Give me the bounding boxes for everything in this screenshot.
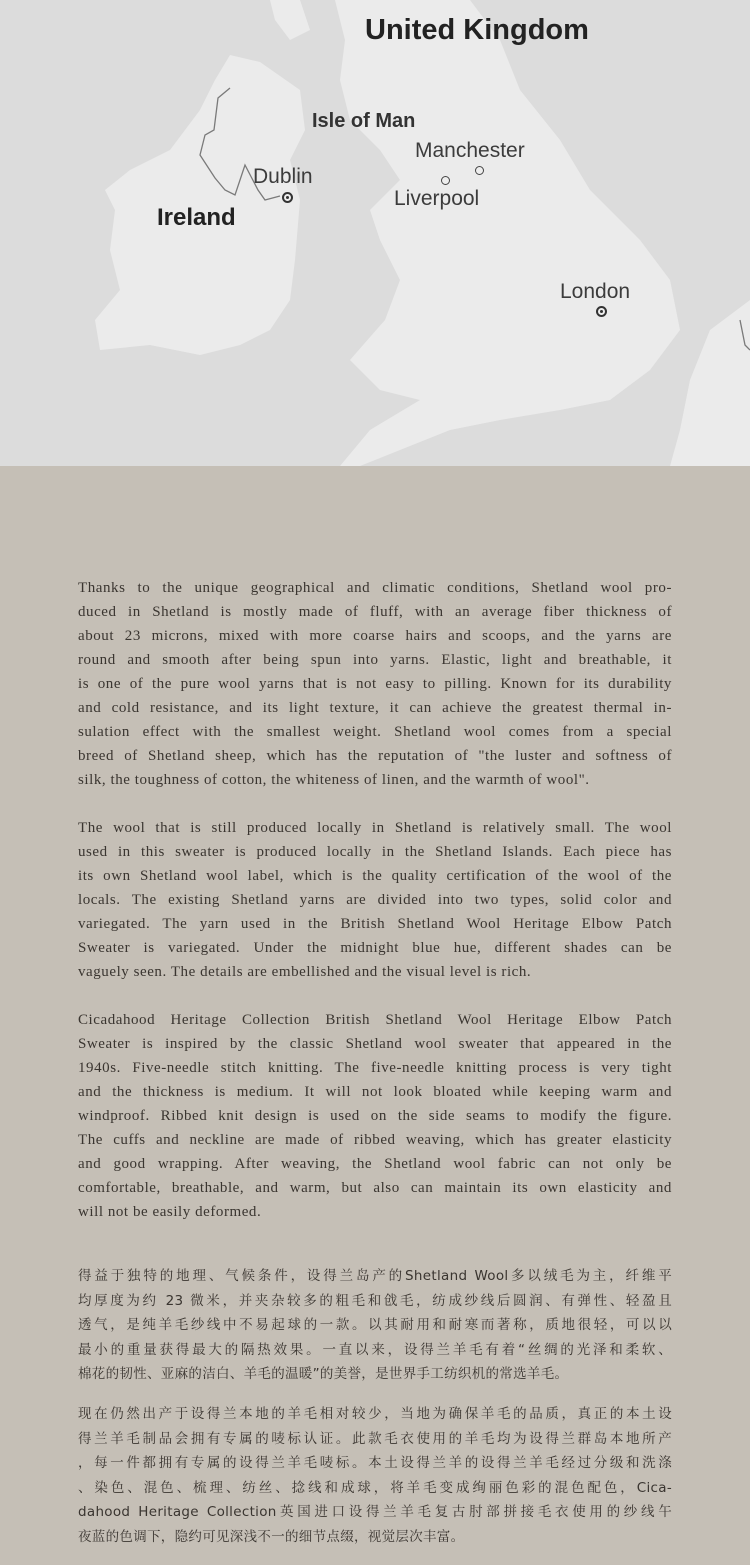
paragraph-line: The wool that is still produced locally in Shetland is relatively small. The wool — [78, 820, 672, 836]
map-label-ireland: Ireland — [157, 204, 236, 231]
paragraph-line: duced in Shetland is mostly made of fluff, with an average fiber thickness of — [78, 604, 672, 620]
manchester-marker-icon — [475, 166, 484, 175]
paragraph-line: Sweater is variegated. Under the midnight blue hue, different shades can be — [78, 940, 672, 956]
map-label-isle-of-man: Isle of Man — [312, 110, 416, 132]
paragraph-line: 得益于独特的地理、气候条件，设得兰岛产的Shetland Wool多以绒毛为主，纤维平 — [78, 1268, 672, 1284]
english-paragraph — [78, 816, 672, 984]
map-label-london: London — [560, 280, 631, 303]
great-britain-landmass — [335, 0, 680, 466]
paragraph-line: The cuffs and neckline are made of ribbed weaving, which has greater elasticity — [78, 1132, 672, 1148]
paragraph-line: will not be easily deformed. — [78, 1204, 262, 1220]
paragraph-line: 透气，是纯羊毛纱线中不易起球的一款。以其耐用和耐寒而著称，质地很轻，可以以 — [78, 1317, 672, 1334]
chinese-paragraph — [78, 1264, 672, 1387]
paragraph-line: variegated. The yarn used in the British Shetland Wool Heritage Elbow Patch — [78, 916, 672, 932]
paragraph-line: is one of the pure wool yarns that is not easy to pilling. Known for its durability — [78, 676, 672, 692]
map-image — [0, 0, 750, 466]
paragraph-line: Thanks to the unique geographical and climatic conditions, Shetland wool pro- — [78, 580, 672, 596]
paragraph-line: 得兰羊毛制品会拥有专属的唛标认证。此款毛衣使用的羊毛均为设得兰群岛本地所产 — [78, 1430, 672, 1447]
paragraph-line: sulation effect with the smallest weight. Shetland wool comes from a special — [78, 724, 672, 740]
paragraph-line: breed of Shetland sheep, which has the reputation of "the luster and softness of — [78, 748, 672, 764]
english-paragraph — [78, 1008, 672, 1224]
paragraph-line: and cold resistance, and its light texture, it can achieve the greatest thermal in- — [78, 700, 672, 716]
paragraph-line: round and smooth after being spun into yarns. Elastic, light and breathable, it — [78, 652, 672, 668]
paragraph-line: used in this sweater is produced locally in the Shetland Islands. Each piece has — [78, 844, 672, 860]
section-spacer — [78, 1248, 672, 1264]
map-label-manchester: Manchester — [415, 139, 525, 162]
scotland-islands — [270, 0, 310, 40]
paragraph-line: 1940s. Five-needle stitch knitting. The five-needle knitting process is very tight — [78, 1060, 672, 1076]
london-capital-marker-icon — [596, 306, 607, 317]
paragraph-line: 、染色、混色、梳理、纺丝、捻线和成球，将羊毛变成绚丽色彩的混色配色，Cica- — [78, 1479, 672, 1496]
map-label-liverpool: Liverpool — [394, 187, 480, 210]
paragraph-line: and good wrapping. After weaving, the Shetland wool fabric can not only be — [78, 1156, 672, 1172]
chinese-paragraph — [78, 1402, 672, 1550]
paragraph-line: comfortable, breathable, and warm, but also can maintain its own elasticity and — [78, 1180, 672, 1196]
paragraph-line: windproof. Ribbed knit design is used on the side seams to modify the figure. — [78, 1108, 672, 1124]
paragraph-line: silk, the toughness of cotton, the whiteness of linen, and the warmth of wool". — [78, 772, 590, 788]
map-label-united-kingdom: United Kingdom — [365, 14, 589, 46]
paragraph-line: vaguely seen. The details are embellished and the visual level is rich. — [78, 964, 532, 980]
english-paragraph — [78, 576, 672, 792]
paragraph-line: 棉花的韧性、亚麻的洁白、羊毛的温暖”的美誉，是世界手工纺织机的常选羊毛。 — [78, 1366, 569, 1383]
map-label-dublin: Dublin — [253, 165, 313, 188]
paragraph-line: Cicadahood Heritage Collection British Shetland Wool Heritage Elbow Patch — [78, 1012, 672, 1028]
paragraph-line: 均厚度为约 23 微米，并夹杂较多的粗毛和戗毛，纺成纱线后圆润、有弹性、轻盈且 — [78, 1292, 672, 1309]
paragraph-line: 夜蓝的色调下，隐约可见深浅不一的细节点缀，视觉层次丰富。 — [78, 1528, 465, 1545]
paragraph-line: locals. The existing Shetland yarns are divided into two types, solid color and — [78, 892, 672, 908]
product-description — [78, 576, 672, 1565]
paragraph-line: dahood Heritage Collection英国进口设得兰羊毛复古肘部拼接毛衣使用的纱线午 — [78, 1504, 672, 1521]
paragraph-line: 最小的重量获得最大的隔热效果。一直以来，设得兰羊毛有着“丝绸的光泽和柔软、 — [78, 1341, 672, 1358]
map-land-shapes — [0, 0, 750, 466]
europe-coast — [670, 300, 750, 466]
paragraph-line: about 23 microns, mixed with more coarse hairs and scoops, and the yarns are — [78, 628, 672, 644]
dublin-capital-marker-icon — [282, 192, 293, 203]
paragraph-line: its own Shetland wool label, which is the quality certification of the wool of the — [78, 868, 672, 884]
paragraph-line: ，每一件都拥有专属的设得兰羊毛唛标。本土设得兰羊的设得兰羊毛经过分级和洗涤 — [78, 1455, 672, 1472]
paragraph-line: Sweater is inspired by the classic Shetland wool sweater that appeared in the — [78, 1036, 672, 1052]
paragraph-line: 现在仍然出产于设得兰本地的羊毛相对较少，当地为确保羊毛的品质，真正的本土设 — [78, 1405, 672, 1422]
paragraph-line: and the thickness is medium. It will not look bloated while keeping warm and — [78, 1084, 672, 1100]
liverpool-marker-icon — [441, 176, 450, 185]
